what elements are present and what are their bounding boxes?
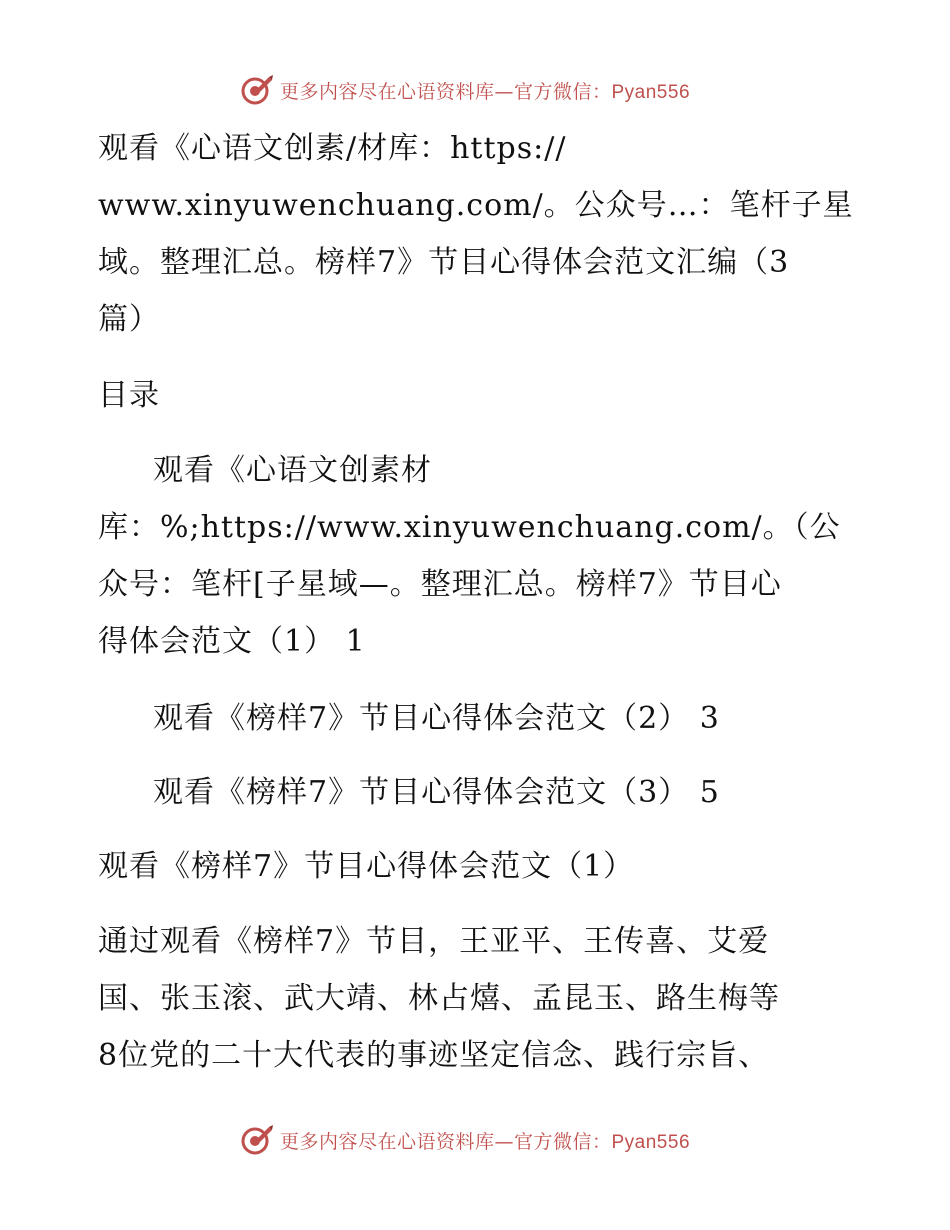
section-heading: 观看《榜样7》节目心得体会范文（1） xyxy=(98,849,635,884)
section-body xyxy=(98,913,780,1084)
title-line: www.xinyuwenchuang.com/。公众号…：笔杆子星 xyxy=(98,188,854,223)
body-line: 通过观看《榜样7》节目，王亚平、王传喜、艾爱 xyxy=(98,924,770,959)
toc-heading: 目录 xyxy=(98,378,160,413)
pen-logo-icon xyxy=(240,73,274,107)
toc-entry-2: 观看《榜样7》节目心得体会范文（2） 3 xyxy=(153,701,720,736)
body-line: 国、张玉滚、武大靖、林占熺、孟昆玉、路生梅等 xyxy=(98,981,780,1016)
header-banner-text: 更多内容尽在心语资料库—官方微信：Pyan556 xyxy=(279,80,691,103)
title-line: 域。整理汇总。榜样7》节目心得体会范文汇编（3 xyxy=(98,245,790,280)
pen-logo-icon xyxy=(240,1123,274,1157)
body-line: 8位党的二十大代表的事迹坚定信念、践行宗旨、 xyxy=(98,1038,770,1073)
title-line: 篇） xyxy=(98,302,160,337)
footer-banner-content xyxy=(240,1123,690,1157)
header-wechat-id: Pyan556 xyxy=(611,81,691,103)
toc-entry-1 xyxy=(98,442,841,670)
toc-entry-line: 众号：笔杆[子星域—。整理汇总。榜样7》节目心 xyxy=(98,567,782,602)
header-banner xyxy=(0,72,950,108)
title-line: 观看《心语文创素/材库：https:// xyxy=(98,131,567,166)
footer-wechat-id: Pyan556 xyxy=(611,1131,691,1153)
footer-banner-text: 更多内容尽在心语资料库—官方微信：Pyan556 xyxy=(279,1130,691,1153)
toc-entry-line: 库：%;https://www.xinyuwenchuang.com/。（公 xyxy=(98,510,841,545)
toc-entry-3: 观看《榜样7》节目心得体会范文（3） 5 xyxy=(153,775,720,810)
document-title xyxy=(98,120,854,348)
header-banner-content xyxy=(240,73,690,107)
footer-banner xyxy=(0,1122,950,1158)
toc-entry-line: 观看《心语文创素材 xyxy=(153,453,432,488)
toc-entry-line: 得体会范文（1） 1 xyxy=(98,624,366,659)
